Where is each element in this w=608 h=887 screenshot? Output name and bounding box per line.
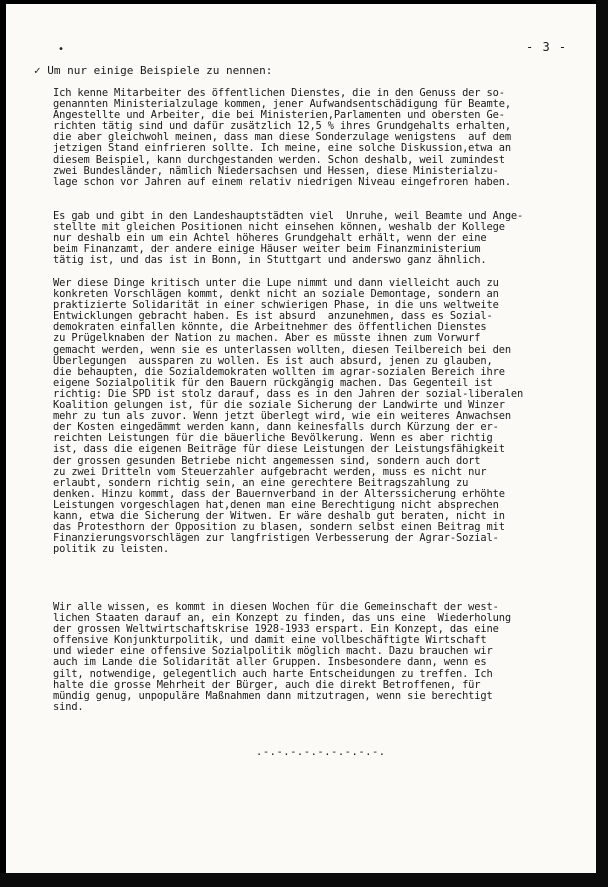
paragraph-landeshauptstaedte: Es gab und gibt in den Landeshauptstädten viel Unruhe, weil Beamte und Ange- stellte mit gleichen Positionen nicht einsehen können, weshalb der Kollege nur deshalb ein um ein Achtel höheres Grundgehalt erhält, wenn der eine beim Finanzamt, der andere einige Häuser weiter beim Finanzministerium tätig ist, und das ist in Bonn, in Stuttgart und anderswo ganz ähnlich.	[53, 210, 524, 267]
closing-rule: .-.-.-.-.-.-.-.-.-.	[256, 746, 386, 758]
document-page	[6, 4, 596, 874]
paragraph-solidaritaet: Wir alle wissen, es kommt in diesen Wochen für die Gemeinschaft der west- lichen Staaten darauf an, ein Konzept zu finden, das uns eine Wiederholung der grossen Weltwirtschaftskrise 1928-1933 erspart. Ein Konzept, das eine offensive Konjunkturpolitik, und damit eine vollbeschäftigte Wirtschaft und wieder eine offensive Sozialpolitik möglich macht. Dazu brauchen wir auch im Lande die Solidarität aller Gruppen. Insbesondere dann, wenn es gilt, notwendige, gelegentlich auch harte Entscheidungen zu treffen. Ich halte die grosse Mehrheit der Bürger, auch die direkt Betroffenen, für mündig genug, unpopuläre Maßnahmen dann mitzutragen, wenn sie berechtigt sind.	[53, 601, 511, 713]
paragraph-ministerialzulage: Ich kenne Mitarbeiter des öffentlichen Dienstes, die in den Genuss der so- genannten Ministerialzulage kommen, jener Aufwandsentschädigung für Beamte, Angestellte und Arbeiter, die bei Ministerien,Parlamenten und obersten Ge- richten tätig sind und dafür zusätzlich 12,5 % ihres Grundgehalts erhalten, die aber gleichwohl meinen, dass man diese Sonderzulage wenigstens auf dem jetzigen Stand einfrieren sollte. Ich meine, eine solche Diskussion,etwa an diesem Beispiel, kann durchgestanden werden. Schon deshalb, weil zumindest zwei Bundesländer, nämlich Niedersachsen und Hessen, diese Ministerialzu- lage schon vor Jahren auf einem relativ niedrigen Niveau eingefroren haben.	[53, 87, 511, 188]
intro-line: ✓ Um nur einige Beispiele zu nennen:	[34, 64, 273, 77]
margin-mark: •	[58, 44, 65, 55]
scan-edge-right	[596, 0, 608, 887]
scan-edge-bottom	[0, 873, 608, 887]
paragraph-soziale-demontage: Wer diese Dinge kritisch unter die Lupe nimmt und dann vielleicht auch zu konkreten Vorschlägen kommt, denkt nicht an soziale Demontage, sondern an praktizierte Solidarität in einer schwierigen Phase, in die uns weltweite Entwicklungen gebracht haben. Es ist absurd anzunehmen, dass es Sozial- demokraten einfallen könnte, die Arbeitnehmer des öffentlichen Dienstes zu Prügelknaben der Nation zu machen. Aber es müsste ihnen zum Vorwurf gemacht werden, wenn sie es unterlassen wollten, diesen Teilbereich bei den Überlegungen aussparen zu wollen. Es ist auch absurd, jenen zu glauben, die behaupten, die Sozialdemokraten wollten im agrar-sozialen Bereich ihre eigene Sozialpolitik für den Bauern rückgängig machen. Das Gegenteil ist richtig: Die SPD ist stolz darauf, dass es in den Jahren der sozial-liberalen Koalition gelungen ist, für die soziale Sicherung der Landwirte und Winzer mehr zu tun als zuvor. Wenn jetzt überlegt wird, wie ein weiteres Anwachsen der Kosten eingedämmt werden kann, dann keinesfalls durch Kürzung der er- reichten Leistungen für die bäuerliche Bevölkerung. Wenn es aber richtig ist, dass die eigenen Beiträge für diese Leistungen der Leistungsfähigkeit der grossen gesunden Betriebe nicht angemessen sind, sondern auch dort zu zwei Dritteln vom Steuerzahler aufgebracht werden, muss es nicht nur erlaubt, sondern richtig sein, an eine gerechtere Beitragszahlung zu denken. Hinzu kommt, dass der Bauernverband in der Alterssicherung erhöhte Leistungen vorgeschlagen hat,denen man eine Berechtigung nicht absprechen kann, etwa die Sicherung der Witwen. Er wäre deshalb gut beraten, nicht in das Protesthorn der Opposition zu blasen, sondern selbst einen Beitrag mit Finanzierungsvorschlägen zur langfristigen Verbesserung der Agrar-Sozial- politik zu leisten.	[53, 277, 524, 556]
page-number: - 3 -	[526, 40, 568, 54]
